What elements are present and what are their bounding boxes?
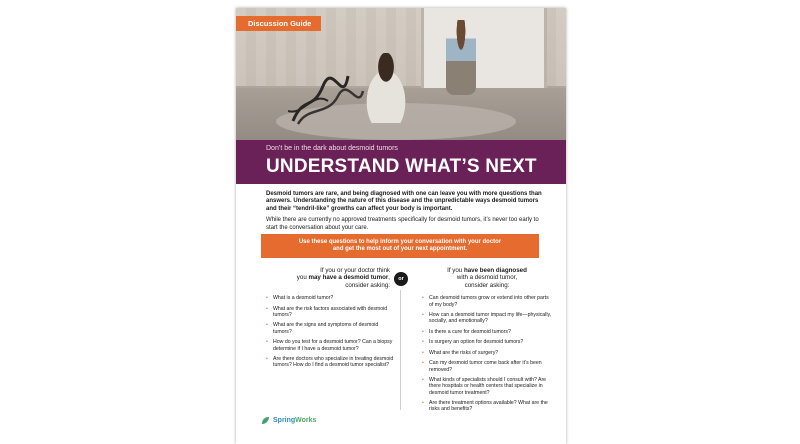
list-item: • What are the risk factors associated with desmoid tumors? [266,306,396,319]
woman-figure [356,53,416,123]
springworks-logo [260,415,316,426]
list-item: • Can desmoid tumors grow or extend into other parts of my body? [422,295,552,308]
list-item: • How do you test for a desmoid tumor? Can a biopsy determine if I have a desmoid tumor? [266,339,396,352]
heading-line-3: consider asking: [464,281,510,289]
list-item: • What are the signs and symptoms of desmoid tumors? [266,322,396,335]
list-item: • Can my desmoid tumor come back after it’s been removed? [422,360,552,373]
list-item: • Is there a cure for desmoid tumors? [422,329,552,335]
leaf-icon [260,415,271,426]
list-item: • Are there treatment options available? What are the risks and benefits? [422,400,552,413]
list-item: • Are there doctors who specialize in treating desmoid tumors? How do I find a desmoid tumor specialist? [266,356,396,369]
question-list [266,295,396,368]
cta-box [261,234,539,258]
column-divider [400,290,401,410]
child-figure [446,20,476,95]
column-diagnosed-heading [422,267,552,289]
banner-subtitle: Don’t be in the dark about desmoid tumors [266,145,398,152]
intro-paragraph-2: While there are currently no approved treatments specifically for desmoid tumors, it’s never too early to start the conversation about your care. [266,217,539,231]
heading-comma: , [388,274,390,282]
intro-paragraph-1: Desmoid tumors are rare, and being diagnosed with one can leave you with more questions than answers. Understanding the nature of this disease and the unpredictable ways desmoid tumors and their “tendril-like” growths can affect your body is important. [266,191,542,212]
heading-strong: have been diagnosed [463,267,527,274]
discussion-guide-page [236,8,566,444]
heading-line-2: with a desmoid tumor, [456,274,518,282]
heading-prefix: If you [447,267,464,274]
column-may-have [266,267,396,373]
list-item: • Is surgery an option for desmoid tumors? [422,339,552,345]
intro-text [266,191,542,236]
or-badge: or [394,272,408,286]
heading-prefix: you [296,274,309,282]
logo-text-spring: Spring [273,417,296,424]
logo-text-works: Works [295,417,317,424]
list-item: • What kinds of specialists should I consult with? Are there hospitals or health centers that specialize in desmoid tumor treatment? [422,377,552,396]
list-item: • What is a desmoid tumor? [266,295,396,301]
column-diagnosed [422,267,552,417]
cta-line-1: Use these questions to help inform your conversation with your doctor [298,238,502,245]
cta-line-2: and get the most out of your next appointment. [332,246,468,252]
heading-line-2 [266,274,390,281]
list-item: • What are the risks of surgery? [422,350,552,356]
list-item: • How can a desmoid tumor impact my life—physically, socially, and emotionally? [422,312,552,325]
title-banner [236,140,566,184]
heading-line-1: If you or your doctor think [320,267,390,274]
heading-line-1 [422,267,552,274]
tendril-illustration [288,66,366,126]
question-list [422,295,552,412]
heading-strong: may have a desmoid tumor [308,274,389,282]
discussion-guide-tag: Discussion Guide [236,16,321,31]
page-title: UNDERSTAND WHAT’S NEXT [266,156,537,177]
hero-photo [236,8,566,140]
window [421,8,547,88]
column-may-have-heading [266,267,396,289]
heading-line-3: consider asking: [345,281,390,289]
logo-wordmark [273,417,316,424]
